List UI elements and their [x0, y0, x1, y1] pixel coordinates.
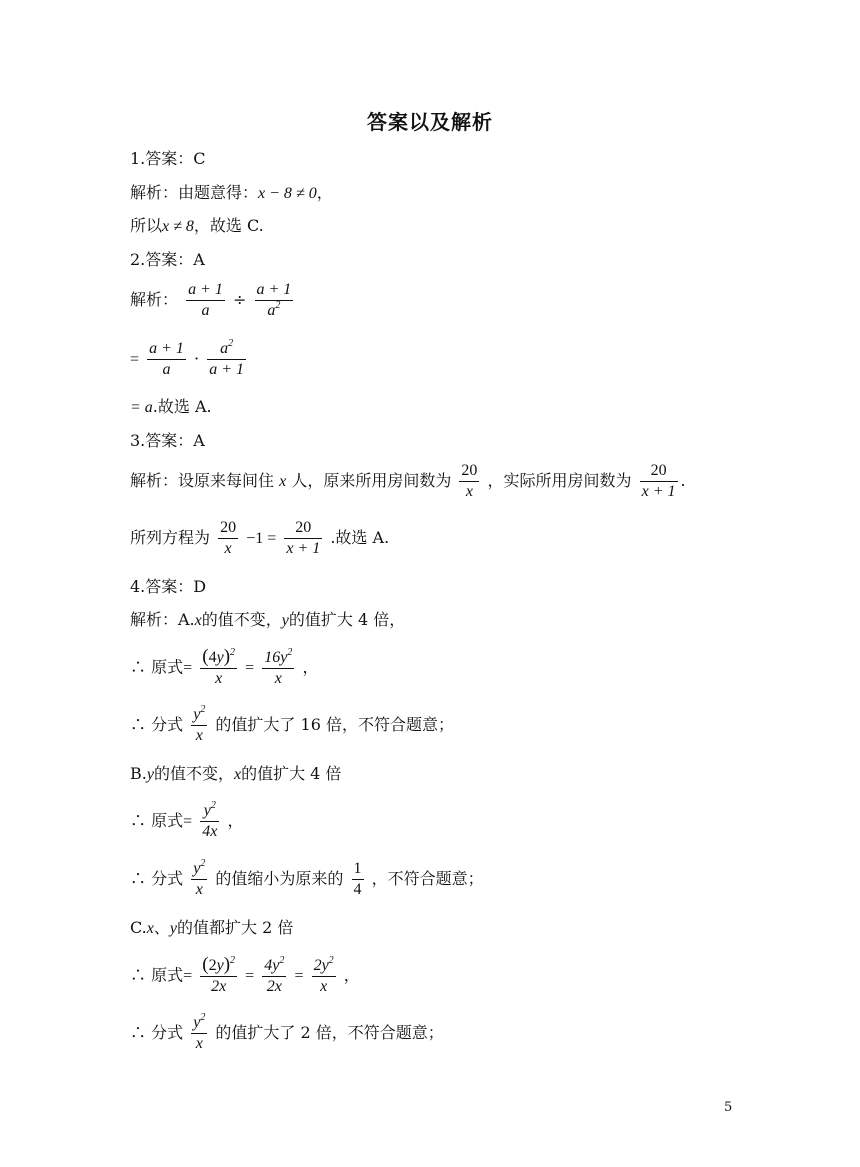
q3-analysis-line1 [130, 461, 686, 502]
q4-a-fraction-1: $\frac{(4y)^2}{x}$ [202, 646, 236, 687]
q2-l3-math: = a [130, 399, 153, 416]
q2-fraction-3: $\frac{a + 1}{a}$ [149, 340, 184, 378]
q2-eq: = [130, 351, 140, 368]
q1-l2-math: x ≠ 8 [162, 218, 194, 235]
q1-analysis-line1 [130, 182, 333, 205]
q2-answer: 2.答案：A [130, 250, 205, 269]
q3-l2-a: 所列方程为 [130, 528, 211, 547]
q4-c-line2: ∴ 原式= $\frac{(2y)^2}{2x}$ = $\frac{4y^2}{2x}$ = $\frac{2y^2}{x}$ ， [130, 954, 360, 995]
q4-a-fraction-y2x: $\frac{y^2}{x}$ [193, 704, 206, 744]
q1-l1-tail: ， [316, 183, 333, 202]
q3-fraction-2: $\frac{20}{x + 1}$ [641, 462, 676, 500]
q2-analysis-line3 [130, 396, 212, 419]
q4-a-line2: ∴ 原式= $\frac{(4y)^2}{x}$ = $\frac{16y^2}{x}$ ， [130, 646, 319, 687]
q4-b-line2: ∴ 原式= $\frac{y^2}{4x}$ ， [130, 800, 244, 840]
q4-b-line3: ∴ 分式 $\frac{y^2}{x}$ 的值缩小为原来的 $\frac{1}{4}$ ，不符合题意； [130, 858, 484, 898]
therefore-symbol: ∴ [130, 657, 147, 677]
q4-answer: 4.答案：D [130, 577, 207, 596]
q2-dot-op: · [194, 349, 200, 368]
q4-a-fraction-2: $\frac{16y^2}{x}$ [264, 646, 293, 687]
q4-b-intro: B.y的值不变，x的值扩大 4 倍 [130, 764, 342, 783]
q3-minus-one: −1 = [246, 530, 277, 547]
q2-fraction-1: $\frac{a + 1}{a}$ [188, 281, 223, 319]
q1-answer: 1.答案：C [130, 149, 206, 168]
q4-b-fraction-y2x: $\frac{y^2}{x}$ [193, 858, 206, 898]
q3-var-x: x [279, 473, 287, 490]
q1-l2-tail: ，故选 C. [193, 216, 264, 235]
q2-analysis-line2 [130, 339, 249, 380]
q4-c-line3: ∴ 分式 $\frac{y^2}{x}$ 的值扩大了 2 倍，不符合题意； [130, 1012, 444, 1052]
q2-l3-tail: .故选 A. [152, 397, 212, 416]
q2-fraction-2: $\frac{a + 1}{a^2}$ [256, 281, 292, 319]
q1-l1-text: 解析：由题意得： [130, 183, 259, 202]
q3-answer: 3.答案：A [130, 431, 205, 450]
q3-l1-b: 人，原来所用房间数为 [291, 471, 452, 490]
q3-analysis-line2 [130, 518, 389, 559]
q3-l1-a: 解析：设原来每间住 [130, 471, 275, 490]
q3-l2-b: .故选 A. [330, 528, 390, 547]
q2-l1-text: 解析： [130, 290, 179, 309]
q1-l1-math: x − 8 ≠ 0 [258, 185, 317, 202]
q4-a-line3: ∴ 分式 $\frac{y^2}{x}$ 的值扩大了 16 倍，不符合题意； [130, 704, 454, 744]
q4-c-fraction-y2x: $\frac{y^2}{x}$ [193, 1012, 206, 1052]
q1-l2-pre: 所以 [130, 216, 163, 235]
q4-c-fraction-2: $\frac{4y^2}{2x}$ [264, 954, 285, 995]
q4-c-fraction-1: $\frac{(2y)^2}{2x}$ [202, 954, 236, 995]
q2-fraction-4: $\frac{a^2}{a + 1}$ [209, 338, 244, 378]
q2-div-op: ÷ [233, 290, 247, 309]
q4-b-fraction-quarter: $\frac{1}{4}$ [353, 860, 362, 898]
q2-analysis-line1 [130, 280, 296, 321]
page-number: 5 [724, 1100, 733, 1115]
q3-fraction-3: $\frac{20}{x}$ [220, 519, 237, 557]
q1-analysis-line2 [130, 215, 264, 238]
q4-b-fraction-1: $\frac{y^2}{4x}$ [202, 800, 218, 840]
q4-c-fraction-3: $\frac{2y^2}{x}$ [313, 954, 334, 995]
q4-a-intro: 解析：A.x的值不变，y的值扩大 4 倍， [130, 610, 406, 629]
page-title: 答案以及解析 [367, 110, 493, 134]
q3-fraction-1: $\frac{20}{x}$ [461, 462, 478, 500]
q3-fraction-4: $\frac{20}{x + 1}$ [286, 519, 321, 557]
q4-c-intro: C.x、y的值都扩大 2 倍 [130, 918, 294, 937]
q3-l1-d: . [680, 471, 686, 490]
q3-l1-c: ，实际所用房间数为 [487, 471, 632, 490]
